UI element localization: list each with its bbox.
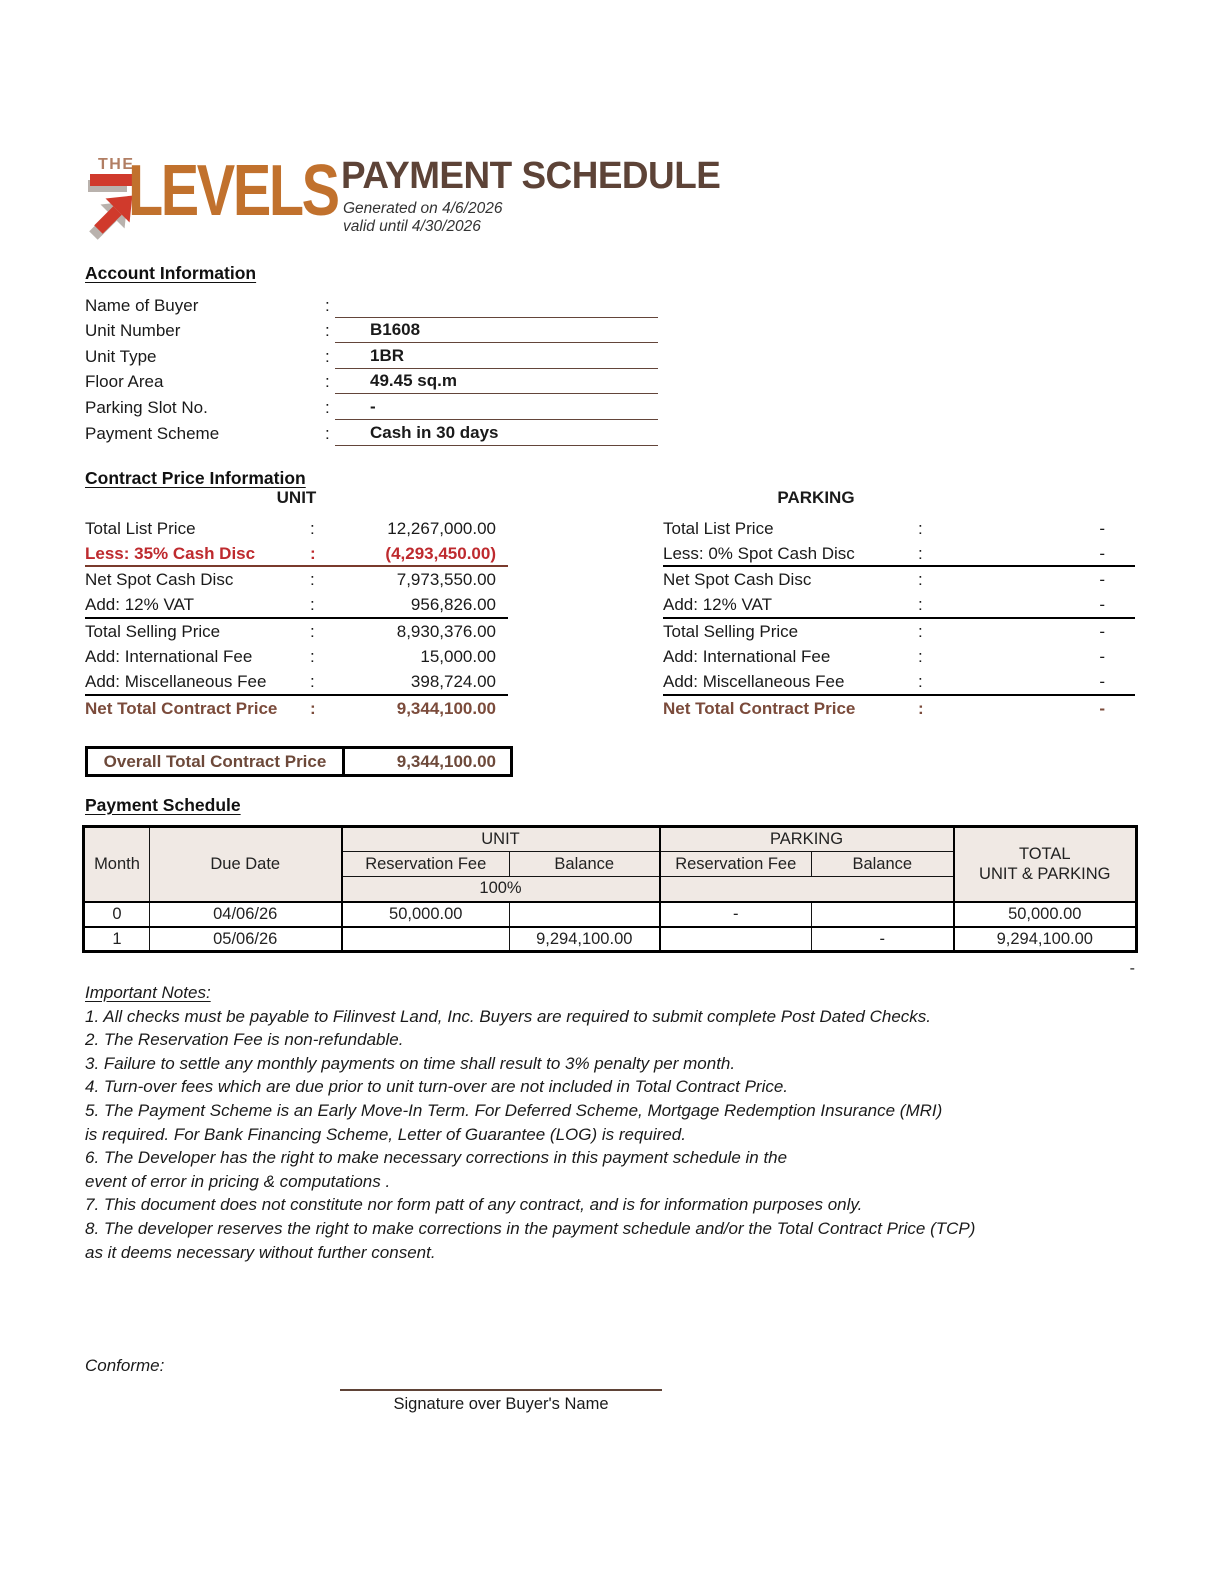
field-value: - [335, 397, 658, 420]
total-cell: 50,000.00 [954, 902, 1137, 927]
field-value: Cash in 30 days [335, 423, 658, 446]
row-label: Net Spot Cash Disc [85, 570, 234, 590]
colon: : [310, 518, 315, 538]
colon: : [918, 518, 923, 538]
parking-international-fee-row [663, 644, 1135, 670]
schedule-row-0 [84, 902, 1137, 927]
row-value: 398,724.00 [410, 671, 496, 691]
row-label: Total List Price [663, 518, 774, 538]
colon: : [325, 372, 330, 392]
logo-the-text: THE [98, 156, 135, 173]
colon: : [310, 594, 315, 614]
row-value: 15,000.00 [420, 647, 496, 667]
below-table-dash: - [1129, 960, 1135, 977]
account-field-name-of-buyer [85, 293, 665, 319]
unit-balance-cell: 9,294,100.00 [510, 927, 660, 952]
col-header-month: Month [84, 827, 150, 902]
the-levels-logo [88, 148, 338, 238]
colon: : [325, 397, 330, 417]
parking-balance-cell: - [812, 927, 954, 952]
conforme-label: Conforme: [85, 1356, 165, 1375]
unit-total-selling-price-row [85, 619, 508, 645]
valid-until-date: valid until 4/30/2026 [343, 218, 481, 235]
note-line: 6. The Developer has the right to make necessary corrections in this payment schedule in the [85, 1148, 788, 1168]
field-label: Unit Type [85, 346, 157, 366]
colon: : [310, 570, 315, 590]
unit-international-fee-row [85, 644, 508, 670]
unit-net-total-contract-price-row [85, 696, 508, 722]
note-line: 3. Failure to settle any monthly payments on time shall result to 3% penalty per month. [85, 1053, 736, 1073]
colon: : [918, 594, 923, 614]
row-value: - [1099, 647, 1105, 667]
field-label: Floor Area [85, 372, 164, 392]
row-value: - [1099, 671, 1105, 691]
field-value: 49.45 sq.m [335, 371, 658, 394]
generated-date: Generated on 4/6/2026 [343, 200, 503, 217]
unit-vat-row [85, 593, 508, 619]
parking-percentage-cell [660, 877, 954, 902]
row-value: - [1099, 621, 1105, 641]
field-value: B1608 [335, 320, 658, 343]
col-header-parking-balance: Balance [812, 852, 954, 877]
note-line: 4. Turn-over fees which are due prior to unit turn-over are not included in Total Contract Price. [85, 1077, 789, 1097]
account-information-heading: Account Information [85, 263, 257, 283]
unit-column-title: UNIT [276, 488, 317, 507]
unit-cash-discount-row [85, 542, 508, 568]
note-line: 8. The developer reserves the right to make corrections in the payment schedule and/or the Total Contract Price (TCP) [85, 1218, 976, 1238]
row-label: Add: 12% VAT [663, 594, 772, 614]
parking-net-spot-cash-row [663, 567, 1135, 593]
col-header-unit-reservation-fee: Reservation Fee [342, 852, 510, 877]
unit-balance-cell [510, 902, 660, 927]
note-line: as it deems necessary without further consent. [85, 1242, 436, 1262]
important-notes-heading: Important Notes: [85, 983, 211, 1002]
row-value: 7,973,550.00 [396, 570, 496, 590]
parking-miscellaneous-fee-row [663, 670, 1135, 696]
row-label: Less: 0% Spot Cash Disc [663, 543, 855, 563]
total-header-line2: UNIT & PARKING [979, 865, 1111, 884]
colon: : [310, 647, 315, 667]
row-value: - [1099, 518, 1105, 538]
parking-total-selling-price-row [663, 619, 1135, 645]
account-field-payment-scheme [85, 421, 665, 447]
month-cell: 0 [84, 902, 150, 927]
row-label: Total Selling Price [663, 621, 799, 641]
colon: : [918, 671, 923, 691]
field-label: Payment Scheme [85, 423, 220, 443]
row-value: - [1099, 543, 1105, 563]
colon: : [310, 671, 315, 691]
colon: : [918, 698, 924, 718]
due-date-cell: 04/06/26 [150, 902, 342, 927]
unit-net-spot-cash-row [85, 567, 508, 593]
row-label: Add: Miscellaneous Fee [663, 671, 845, 691]
contract-price-unit-column [85, 488, 508, 722]
payment-schedule-table [82, 825, 1138, 953]
overall-total-label: Overall Total Contract Price [88, 749, 345, 774]
colon: : [918, 570, 923, 590]
overall-total-contract-price-box [85, 746, 513, 777]
colon: : [310, 621, 315, 641]
row-value: - [1099, 698, 1105, 718]
field-value [335, 315, 658, 318]
colon: : [918, 543, 923, 563]
unit-reservation-fee-cell [342, 927, 510, 952]
field-label: Name of Buyer [85, 295, 199, 315]
page-title: PAYMENT SCHEDULE [341, 155, 721, 197]
parking-spot-cash-discount-row [663, 542, 1135, 568]
col-header-total [954, 827, 1137, 902]
colon: : [310, 543, 316, 563]
row-value: - [1099, 594, 1105, 614]
group-header-parking: PARKING [660, 827, 954, 852]
row-label: Net Total Contract Price [663, 698, 856, 718]
contract-price-heading: Contract Price Information [85, 468, 306, 488]
schedule-row-1 [84, 927, 1137, 952]
row-value: - [1099, 570, 1105, 590]
parking-total-list-price-row [663, 516, 1135, 542]
account-information-section [85, 263, 665, 447]
account-field-floor-area [85, 370, 665, 396]
signature-line [340, 1366, 662, 1391]
colon: : [918, 621, 923, 641]
colon: : [325, 295, 330, 315]
field-label: Unit Number [85, 321, 181, 341]
field-value: 1BR [335, 346, 658, 369]
note-line: 2. The Reservation Fee is non-refundable. [85, 1030, 404, 1050]
total-cell: 9,294,100.00 [954, 927, 1137, 952]
parking-column-title: PARKING [777, 488, 855, 507]
payment-schedule-heading: Payment Schedule [85, 795, 241, 815]
total-header-line1: TOTAL [1018, 844, 1071, 863]
signature-caption: Signature over Buyer's Name [393, 1395, 609, 1413]
note-line: 7. This document does not constitute nor form patt of any contract, and is for information purposes only. [85, 1195, 863, 1215]
parking-net-total-contract-price-row [663, 696, 1135, 722]
overall-total-value: 9,344,100.00 [396, 751, 496, 771]
row-label: Total Selling Price [85, 621, 221, 641]
unit-miscellaneous-fee-row [85, 670, 508, 696]
row-value: 8,930,376.00 [396, 621, 496, 641]
colon: : [325, 423, 330, 443]
parking-reservation-fee-cell: - [660, 902, 812, 927]
row-label: Net Spot Cash Disc [663, 570, 812, 590]
parking-balance-cell [812, 902, 954, 927]
colon: : [325, 321, 330, 341]
account-field-parking-slot [85, 395, 665, 421]
group-header-unit: UNIT [342, 827, 660, 852]
colon: : [918, 647, 923, 667]
row-label: Net Total Contract Price [85, 698, 278, 718]
due-date-cell: 05/06/26 [150, 927, 342, 952]
unit-total-list-price-row [85, 516, 508, 542]
field-label: Parking Slot No. [85, 397, 208, 417]
note-line: 1. All checks must be payable to Filinvest Land, Inc. Buyers are required to submit complete Post Dated Checks. [85, 1006, 931, 1026]
row-value: 956,826.00 [410, 594, 496, 614]
important-notes-section [85, 981, 1145, 1264]
month-cell: 1 [84, 927, 150, 952]
row-label: Add: Miscellaneous Fee [85, 671, 267, 691]
contract-price-parking-column [663, 488, 1135, 722]
unit-percentage-cell: 100% [342, 877, 660, 902]
col-header-due-date: Due Date [150, 827, 342, 902]
row-label: Less: 35% Cash Disc [85, 543, 256, 563]
logo-levels-text: LEVELS [128, 151, 338, 231]
unit-reservation-fee-cell: 50,000.00 [342, 902, 510, 927]
note-line: 5. The Payment Scheme is an Early Move-In Term. For Deferred Scheme, Mortgage Redemption Insurance (MRI) [85, 1100, 943, 1120]
col-header-parking-reservation-fee: Reservation Fee [660, 852, 812, 877]
col-header-unit-balance: Balance [510, 852, 660, 877]
account-field-unit-type [85, 344, 665, 370]
row-label: Add: 12% VAT [85, 594, 194, 614]
row-label: Add: International Fee [663, 647, 831, 667]
colon: : [325, 346, 330, 366]
row-value: 9,344,100.00 [396, 698, 496, 718]
parking-vat-row [663, 593, 1135, 619]
note-line: event of error in pricing & computations . [85, 1171, 391, 1191]
account-field-unit-number [85, 319, 665, 345]
row-value: 12,267,000.00 [387, 518, 496, 538]
note-line: is required. For Bank Financing Scheme, Letter of Guarantee (LOG) is required. [85, 1124, 686, 1144]
row-label: Total List Price [85, 518, 196, 538]
row-value: (4,293,450.00) [385, 543, 496, 563]
row-label: Add: International Fee [85, 647, 253, 667]
parking-reservation-fee-cell [660, 927, 812, 952]
colon: : [310, 698, 316, 718]
